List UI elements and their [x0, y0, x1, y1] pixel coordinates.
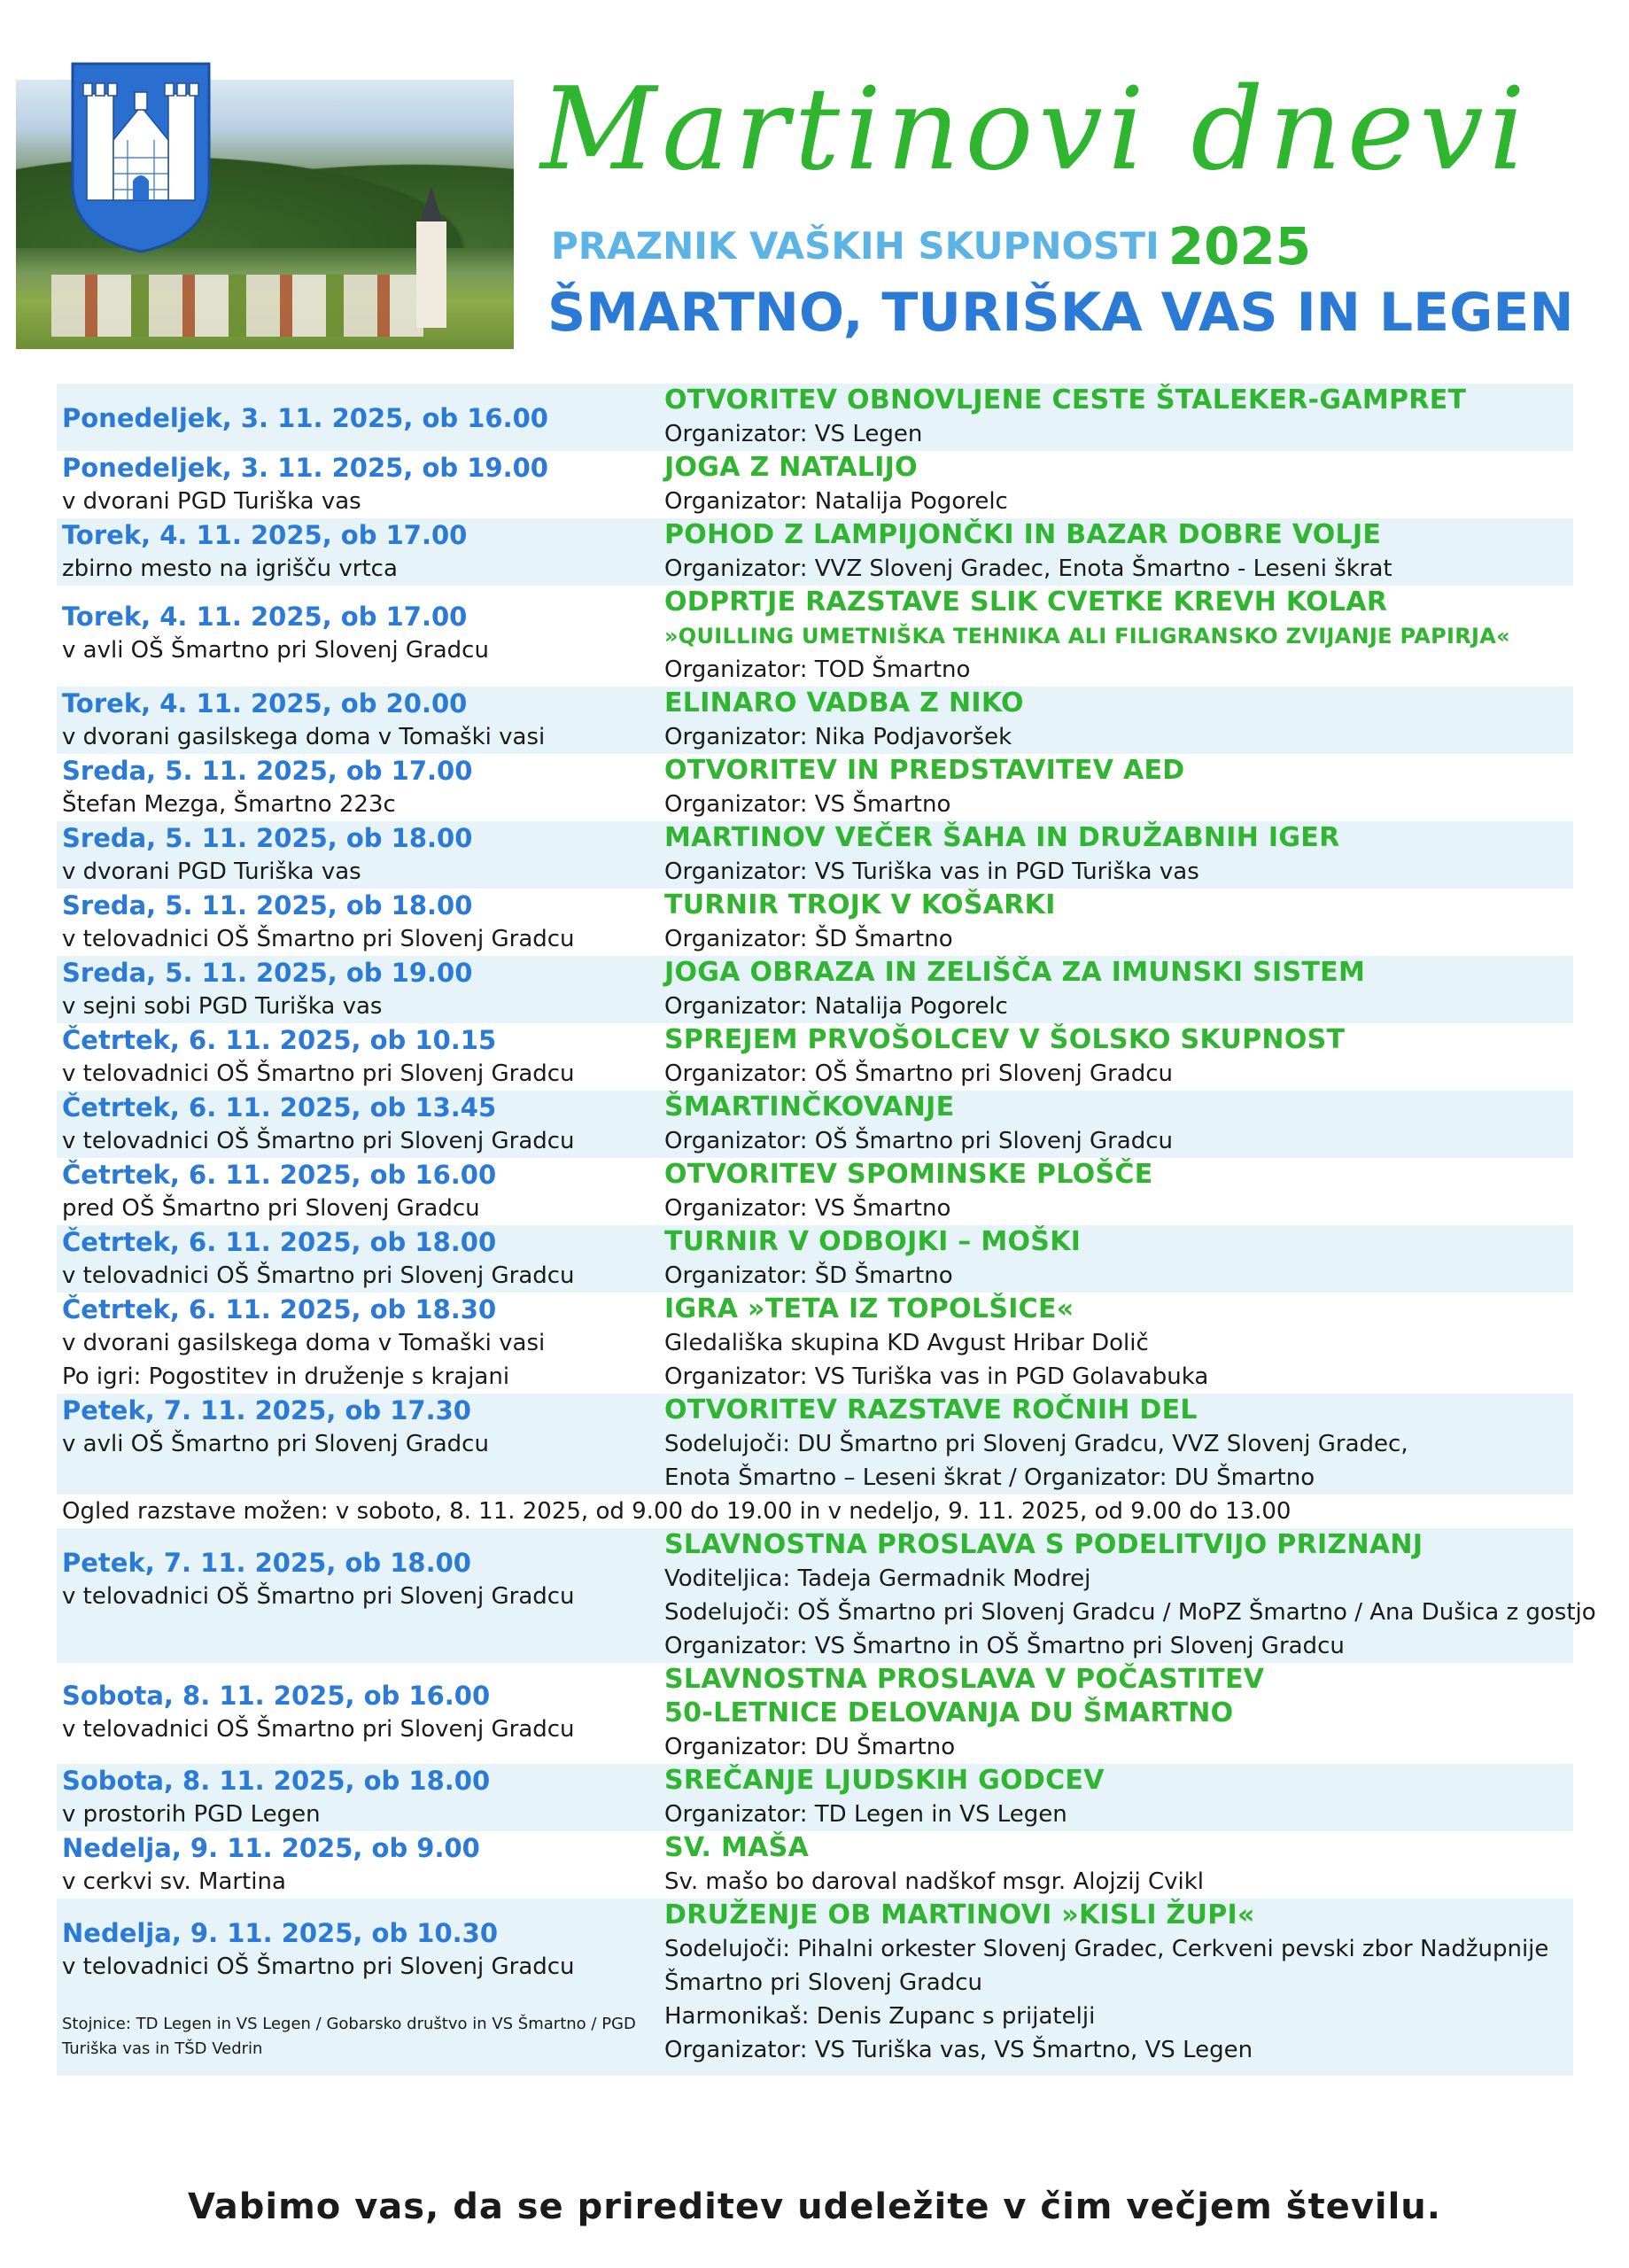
event-title: IGRA »TETA IZ TOPOLŠICE«: [664, 1293, 1074, 1324]
event-date: Sobota, 8. 11. 2025, ob 18.00: [62, 1766, 491, 1796]
event-detail: Organizator: DU Šmartno: [664, 1734, 956, 1760]
event-detail: Šmartno pri Slovenj Gradcu: [664, 1969, 983, 1996]
event-location-note: Po igri: Pogostitev in druženje s krajani: [62, 1363, 510, 1390]
event-detail: Organizator: OŠ Šmartno pri Slovenj Gradcu: [664, 1060, 1174, 1087]
event-title: TURNIR TROJK V KOŠARKI: [664, 889, 1056, 920]
event-row: [57, 1091, 1573, 1158]
event-date: Ponedeljek, 3. 11. 2025, ob 19.00: [62, 453, 548, 483]
event-detail: Organizator: TOD Šmartno: [664, 656, 971, 683]
event-title: ELINARO VADBA Z NIKO: [664, 687, 1024, 718]
event-date: Torek, 4. 11. 2025, ob 17.00: [62, 602, 468, 632]
event-detail: Organizator: VS Šmartno: [664, 1195, 951, 1222]
event-date: Četrtek, 6. 11. 2025, ob 18.30: [62, 1294, 497, 1324]
event-title: ŠMARTINČKOVANJE: [664, 1091, 955, 1122]
event-location: Štefan Mezga, Šmartno 223c: [62, 791, 396, 818]
event-detail: Sodelujoči: OŠ Šmartno pri Slovenj Gradcu / MoPZ Šmartno / Ana Dušica z gostjo: [664, 1599, 1596, 1626]
event-row: [57, 1158, 1573, 1225]
event-detail: Organizator: Nika Podjavoršek: [664, 724, 1012, 750]
event-detail: Sodelujoči: DU Šmartno pri Slovenj Gradcu, VVZ Slovenj Gradec,: [664, 1431, 1408, 1457]
event-date: Sreda, 5. 11. 2025, ob 19.00: [62, 958, 473, 988]
event-location: v sejni sobi PGD Turiška vas: [62, 993, 383, 1020]
event-detail: Organizator: OŠ Šmartno pri Slovenj Gradcu: [664, 1128, 1174, 1154]
event-detail: Harmonikaš: Denis Zupanc s prijatelji: [664, 2003, 1096, 2030]
event-location: v dvorani PGD Turiška vas: [62, 858, 361, 885]
subtitle-text: PRAZNIK VAŠKIH SKUPNOSTI: [551, 224, 1160, 268]
event-schedule: [57, 384, 1596, 2076]
coat-of-arms-icon: [69, 60, 213, 255]
event-row: [57, 956, 1573, 1023]
event-detail: Organizator: VS Legen: [664, 421, 923, 447]
event-date: Nedelja, 9. 11. 2025, ob 10.30: [62, 1918, 499, 1948]
event-row: [57, 384, 1573, 451]
event-location: pred OŠ Šmartno pri Slovenj Gradcu: [62, 1195, 480, 1222]
event-row: [57, 821, 1573, 889]
event-location: v telovadnici OŠ Šmartno pri Slovenj Gradcu: [62, 1716, 575, 1743]
event-subtitle: »QUILLING UMETNIŠKA TEHNIKA ALI FILIGRANSKO ZVIJANJE PAPIRJA«: [664, 624, 1510, 649]
event-location: v telovadnici OŠ Šmartno pri Slovenj Gradcu: [62, 926, 575, 952]
page-title: Martinovi dnevi: [540, 64, 1531, 196]
event-row: [57, 1023, 1573, 1091]
event-row: [57, 1663, 1573, 1764]
event-location: v telovadnici OŠ Šmartno pri Slovenj Gradcu: [62, 1262, 575, 1289]
event-date: Sreda, 5. 11. 2025, ob 17.00: [62, 756, 473, 786]
event-detail: Organizator: VS Turiška vas in PGD Turiška vas: [664, 858, 1199, 885]
event-location: v telovadnici OŠ Šmartno pri Slovenj Gradcu: [62, 1128, 575, 1154]
event-title: MARTINOV VEČER ŠAHA IN DRUŽABNIH IGER: [664, 822, 1340, 853]
event-location: v dvorani gasilskega doma v Tomaški vasi: [62, 1330, 546, 1356]
page-subtitle: [551, 211, 1312, 276]
event-date: Torek, 4. 11. 2025, ob 17.00: [62, 520, 468, 550]
event-row: [57, 451, 1573, 518]
event-date: Četrtek, 6. 11. 2025, ob 16.00: [62, 1160, 497, 1190]
event-row: [57, 754, 1573, 821]
event-date: Četrtek, 6. 11. 2025, ob 13.45: [62, 1092, 497, 1122]
event-date: Sobota, 8. 11. 2025, ob 16.00: [62, 1681, 491, 1711]
event-detail: Organizator: VS Turiška vas in PGD Golavabuka: [664, 1363, 1209, 1390]
event-location: v cerkvi sv. Martina: [62, 1868, 286, 1895]
event-row: [57, 518, 1573, 586]
event-title-line2: 50-LETNICE DELOVANJA DU ŠMARTNO: [664, 1697, 1234, 1728]
event-row: [57, 1394, 1573, 1495]
event-row: [57, 1899, 1573, 2076]
event-title: TURNIR V ODBOJKI – MOŠKI: [664, 1226, 1082, 1257]
event-date: Sreda, 5. 11. 2025, ob 18.00: [62, 823, 473, 853]
event-date: Petek, 7. 11. 2025, ob 18.00: [62, 1548, 471, 1578]
event-location: v avli OŠ Šmartno pri Slovenj Gradcu: [62, 637, 489, 664]
event-row: [57, 889, 1573, 956]
event-detail: Voditeljica: Tadeja Germadnik Modrej: [664, 1565, 1091, 1592]
place-heading: ŠMARTNO, TURIŠKA VAS IN LEGEN: [547, 282, 1574, 344]
event-detail: Organizator: Natalija Pogorelc: [664, 993, 1008, 1020]
event-location: v prostorih PGD Legen: [62, 1801, 321, 1828]
event-title: SV. MAŠA: [664, 1832, 810, 1863]
event-location: v telovadnici OŠ Šmartno pri Slovenj Gradcu: [62, 1953, 575, 1980]
event-row: [57, 586, 1573, 687]
event-title: SREČANJE LJUDSKIH GODCEV: [664, 1765, 1105, 1796]
event-row: [57, 1225, 1573, 1293]
event-detail: Organizator: ŠD Šmartno: [664, 926, 953, 952]
event-detail: Sv. mašo bo daroval nadškof msgr. Alojzij Cvikl: [664, 1868, 1204, 1895]
event-title: OTVORITEV RAZSTAVE ROČNIH DEL: [664, 1394, 1198, 1425]
event-row: [57, 1528, 1596, 1663]
event-detail: Enota Šmartno – Leseni škrat / Organizator: DU Šmartno: [664, 1464, 1315, 1491]
event-title: POHOD Z LAMPIJONČKI IN BAZAR DOBRE VOLJE: [664, 519, 1382, 550]
event-detail: Organizator: VS Šmartno: [664, 791, 951, 818]
event-date: Torek, 4. 11. 2025, ob 20.00: [62, 688, 468, 718]
exhibition-note: Ogled razstave možen: v soboto, 8. 11. 2025, od 9.00 do 19.00 in v nedeljo, 9. 11. 2025, od 9.00 do 13.00: [62, 1498, 1292, 1525]
event-title: OTVORITEV IN PREDSTAVITEV AED: [664, 755, 1185, 786]
subtitle-year: 2025: [1167, 216, 1312, 276]
event-detail: Gledališka skupina KD Avgust Hribar Dolič: [664, 1330, 1149, 1356]
event-detail: Organizator: ŠD Šmartno: [664, 1262, 953, 1289]
event-title: SLAVNOSTNA PROSLAVA S PODELITVIJO PRIZNANJ: [664, 1529, 1423, 1560]
stalls-note: Stojnice: TD Legen in VS Legen / Gobarsko društvo in VS Šmartno / PGD Turiška vas in TŠD Vedrin: [62, 2015, 636, 2058]
event-location: v dvorani PGD Turiška vas: [62, 488, 361, 515]
event-title: OTVORITEV SPOMINSKE PLOŠČE: [664, 1159, 1153, 1190]
event-date: Petek, 7. 11. 2025, ob 17.30: [62, 1395, 471, 1425]
event-location: v telovadnici OŠ Šmartno pri Slovenj Gradcu: [62, 1060, 575, 1087]
event-title: JOGA OBRAZA IN ZELIŠČA ZA IMUNSKI SISTEM: [664, 957, 1366, 988]
event-location: zbirno mesto na igrišču vrtca: [62, 555, 398, 582]
event-detail: Organizator: VS Turiška vas, VS Šmartno, VS Legen: [664, 2037, 1253, 2063]
event-date: Nedelja, 9. 11. 2025, ob 9.00: [62, 1833, 480, 1863]
event-row: [57, 1831, 1573, 1899]
closing-invitation: Vabimo vas, da se prireditev udeležite v čim večjem številu.: [188, 2186, 1441, 2227]
event-row: [57, 1495, 1573, 1528]
event-title: OTVORITEV OBNOVLJENE CESTE ŠTALEKER-GAMPRET: [664, 384, 1467, 416]
event-date: Četrtek, 6. 11. 2025, ob 18.00: [62, 1227, 497, 1257]
event-date: Ponedeljek, 3. 11. 2025, ob 16.00: [62, 403, 548, 433]
event-row: [57, 687, 1573, 754]
event-date: Sreda, 5. 11. 2025, ob 18.00: [62, 890, 473, 920]
event-location: v avli OŠ Šmartno pri Slovenj Gradcu: [62, 1431, 489, 1457]
event-title: SLAVNOSTNA PROSLAVA V POČASTITEV: [664, 1664, 1265, 1695]
event-title: ODPRTJE RAZSTAVE SLIK CVETKE KREVH KOLAR: [664, 586, 1388, 617]
event-title: JOGA Z NATALIJO: [664, 452, 918, 483]
event-date: Četrtek, 6. 11. 2025, ob 10.15: [62, 1025, 497, 1055]
event-detail: Organizator: TD Legen in VS Legen: [664, 1801, 1067, 1828]
event-title: DRUŽENJE OB MARTINOVI »KISLI ŽUPI«: [664, 1899, 1255, 1930]
event-location: v telovadnici OŠ Šmartno pri Slovenj Gradcu: [62, 1583, 575, 1610]
event-row: [57, 1764, 1573, 1831]
event-title: SPREJEM PRVOŠOLCEV V ŠOLSKO SKUPNOST: [664, 1024, 1346, 1055]
event-detail: Organizator: Natalija Pogorelc: [664, 488, 1008, 515]
event-location: v dvorani gasilskega doma v Tomaški vasi: [62, 724, 546, 750]
event-row: [57, 1293, 1573, 1394]
event-detail: Organizator: VS Šmartno in OŠ Šmartno pri Slovenj Gradcu: [664, 1633, 1345, 1659]
event-detail: Organizator: VVZ Slovenj Gradec, Enota Šmartno - Leseni škrat: [664, 555, 1392, 582]
event-detail: Sodelujoči: Pihalni orkester Slovenj Gradec, Cerkveni pevski zbor Nadžupnije: [664, 1936, 1549, 1962]
